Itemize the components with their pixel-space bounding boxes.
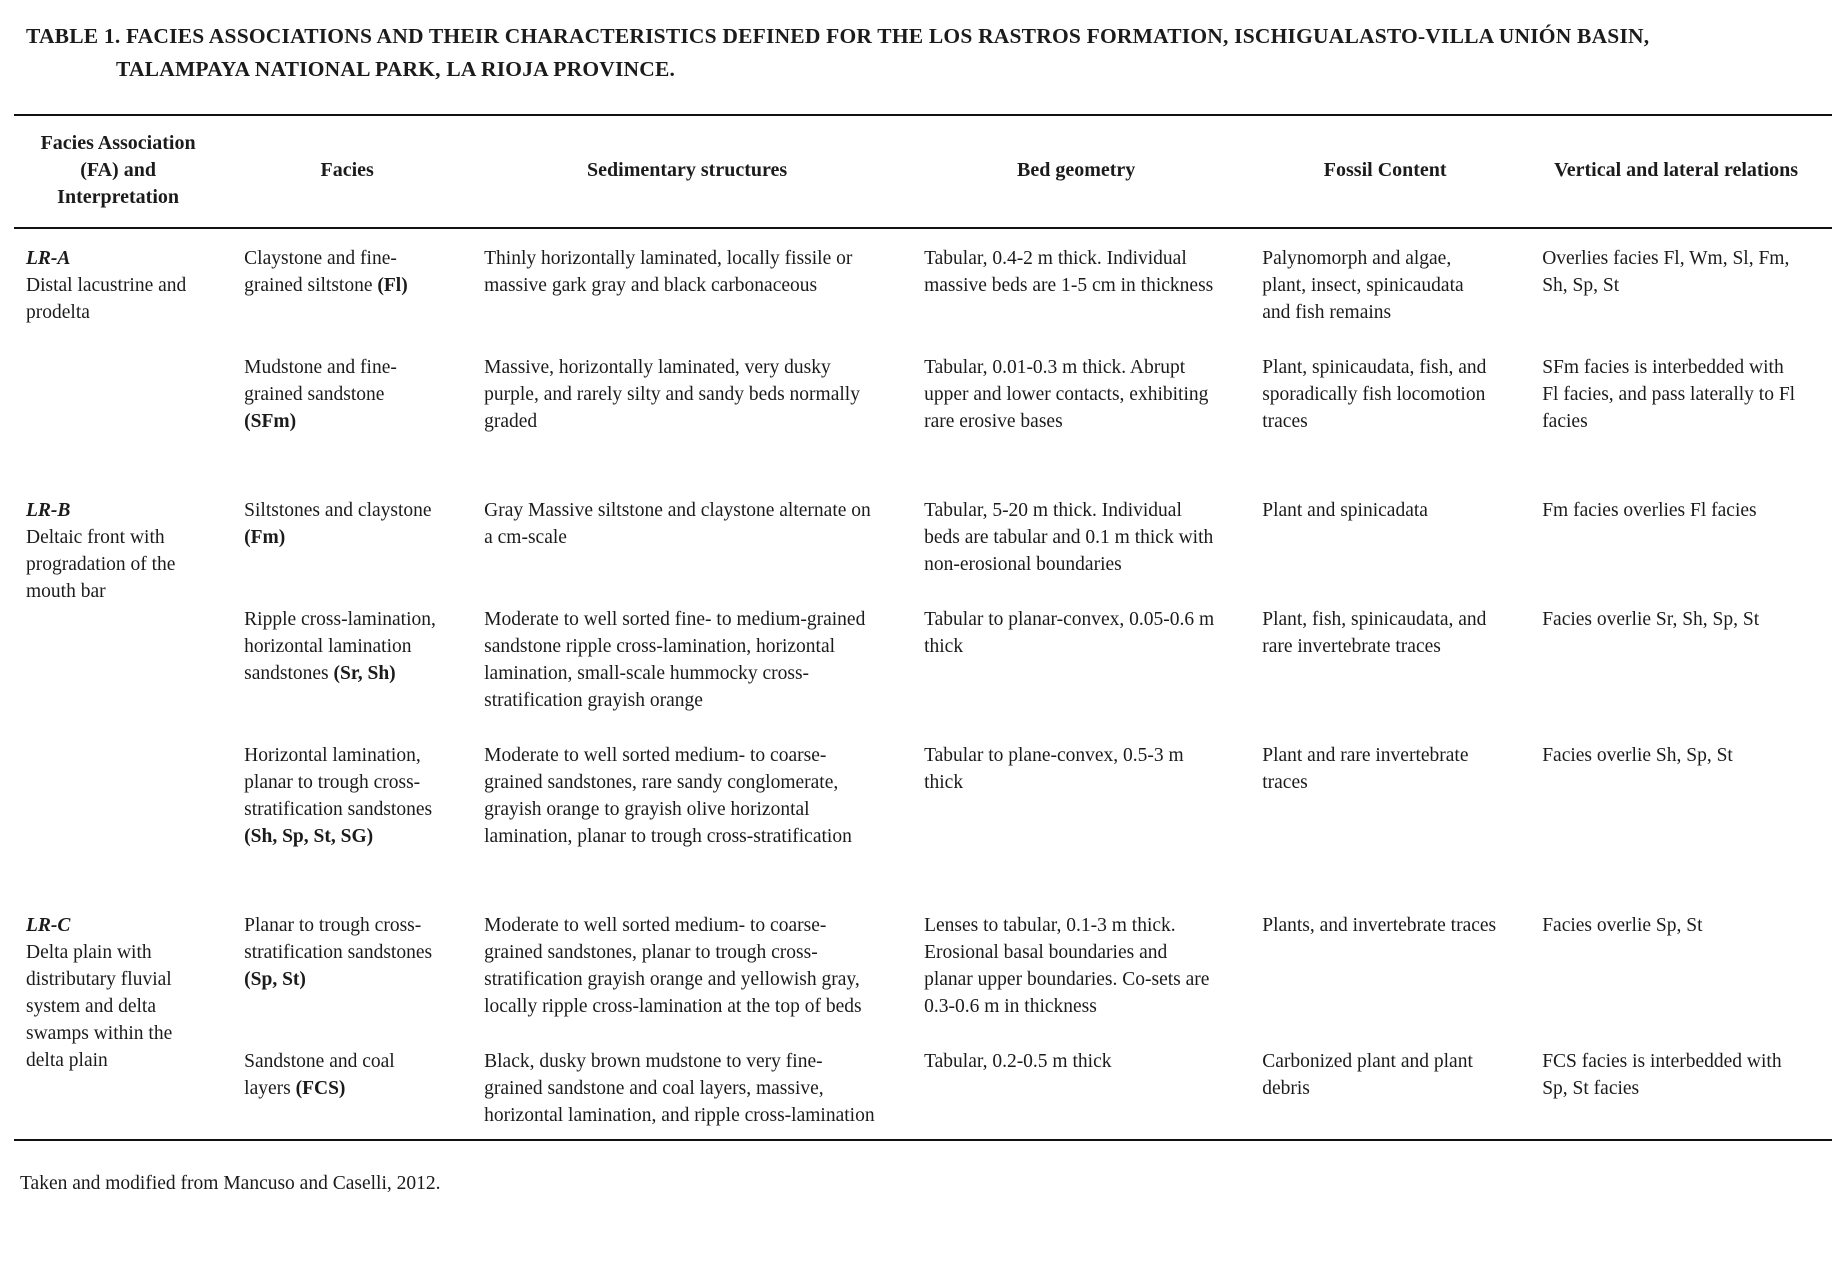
table-row xyxy=(14,866,1832,1036)
sedimentary-structures-cell: Massive, horizontally laminated, very dusky purple, and rarely silty and sandy beds normally graded xyxy=(484,357,860,432)
source-note: Taken and modified from Mancuso and Caselli, 2012. xyxy=(20,1173,441,1194)
fossil-content-cell: Carbonized plant and plant debris xyxy=(1262,1051,1473,1099)
sedimentary-structures-cell: Moderate to well sorted fine- to medium-grained sandstone ripple cross-lamination, horizontal lamination, small-scale hummocky cross-stratification grayish orange xyxy=(484,609,866,711)
fa-cell-lr-c xyxy=(14,866,232,1140)
fa-code: LR-B xyxy=(26,500,71,521)
vertical-relations-cell: Facies overlie Sh, Sp, St xyxy=(1542,745,1733,766)
sedimentary-structures-cell: Thinly horizontally laminated, locally fissile or massive gark gray and black carbonaceous xyxy=(484,248,853,296)
facies-name: Sandstone and coal layers xyxy=(244,1051,395,1099)
fa-interpretation: Delta plain with distributary fluvial system and delta swamps within the delta plain xyxy=(26,942,173,1071)
facies-name: Planar to trough cross-stratification sandstones xyxy=(244,915,433,963)
table-row xyxy=(14,730,1832,866)
vertical-relations-cell: SFm facies is interbedded with Fl facies, and pass laterally to Fl facies xyxy=(1542,357,1796,432)
fa-code: LR-C xyxy=(26,915,71,936)
vertical-relations-cell: Facies overlie Sp, St xyxy=(1542,915,1703,936)
header-bed-geometry: Bed geometry xyxy=(912,115,1250,228)
fossil-content-cell: Plant, spinicaudata, fish, and sporadically fish locomotion traces xyxy=(1262,357,1487,432)
fa-interpretation: Distal lacustrine and prodelta xyxy=(26,275,187,323)
facies-code: (Sp, St) xyxy=(244,969,306,990)
table-row xyxy=(14,594,1832,730)
table-row xyxy=(14,342,1832,451)
facies-name: Mudstone and fine-grained sandstone xyxy=(244,357,397,405)
fossil-content-cell: Palynomorph and algae, plant, insect, spinicaudata and fish remains xyxy=(1262,248,1464,323)
facies-code: (FCS) xyxy=(295,1078,346,1099)
vertical-relations-cell: Facies overlie Sr, Sh, Sp, St xyxy=(1542,609,1760,630)
header-facies: Facies xyxy=(232,115,472,228)
facies-code: (Fm) xyxy=(244,527,286,548)
table-header-row xyxy=(14,115,1832,228)
facies-code: (Fl) xyxy=(377,275,408,296)
header-sedimentary-structures: Sedimentary structures xyxy=(472,115,912,228)
table-row xyxy=(14,228,1832,342)
bed-geometry-cell: Tabular to planar-convex, 0.05-0.6 m thick xyxy=(924,609,1215,657)
header-fossil-content: Fossil Content xyxy=(1250,115,1530,228)
fa-interpretation: Deltaic front with progradation of the mouth bar xyxy=(26,527,176,602)
bed-geometry-cell: Tabular, 5-20 m thick. Individual beds are tabular and 0.1 m thick with non-erosional boundaries xyxy=(924,500,1214,575)
fa-cell-lr-a xyxy=(14,228,232,451)
vertical-relations-cell: Overlies facies Fl, Wm, Sl, Fm, Sh, Sp, St xyxy=(1542,248,1790,296)
facies-cell xyxy=(232,866,472,1036)
header-facies-association: Facies Association (FA) and Interpretation xyxy=(14,115,232,228)
sedimentary-structures-cell: Moderate to well sorted medium- to coarse-grained sandstones, planar to trough cross-stratification grayish orange and yellowish gray, locally ripple cross-lamination at the top of beds xyxy=(484,915,862,1017)
bed-geometry-cell: Tabular, 0.4-2 m thick. Individual massive beds are 1-5 cm in thickness xyxy=(924,248,1214,296)
fa-cell-lr-b xyxy=(14,451,232,866)
facies-code: (Sr, Sh) xyxy=(333,663,396,684)
vertical-relations-cell: FCS facies is interbedded with Sp, St facies xyxy=(1542,1051,1782,1099)
fossil-content-cell: Plant, fish, spinicaudata, and rare invertebrate traces xyxy=(1262,609,1487,657)
facies-name: Siltstones and claystone xyxy=(244,500,432,521)
facies-cell xyxy=(232,1036,472,1140)
vertical-relations-cell: Fm facies overlies Fl facies xyxy=(1542,500,1757,521)
facies-code: (Sh, Sp, St, SG) xyxy=(244,826,374,847)
bed-geometry-cell: Lenses to tabular, 0.1-3 m thick. Erosional basal boundaries and planar upper boundaries. Co-sets are 0.3-0.6 m in thickness xyxy=(924,915,1210,1017)
fossil-content-cell: Plant and spinicadata xyxy=(1262,500,1428,521)
facies-cell xyxy=(232,730,472,866)
facies-name: Horizontal lamination, planar to trough cross-stratification sandstones xyxy=(244,745,433,820)
fossil-content-cell: Plant and rare invertebrate traces xyxy=(1262,745,1469,793)
sedimentary-structures-cell: Gray Massive siltstone and claystone alternate on a cm-scale xyxy=(484,500,871,548)
fa-code: LR-A xyxy=(26,248,71,269)
sedimentary-structures-cell: Black, dusky brown mudstone to very fine-grained sandstone and coal layers, massive, horizontal lamination, and ripple cross-lamination xyxy=(484,1051,875,1126)
sedimentary-structures-cell: Moderate to well sorted medium- to coarse-grained sandstones, rare sandy conglomerate, grayish orange to grayish olive horizontal lamination, planar to trough cross-stratification xyxy=(484,745,852,847)
facies-cell xyxy=(232,228,472,342)
fossil-content-cell: Plants, and invertebrate traces xyxy=(1262,915,1497,936)
facies-code: (SFm) xyxy=(244,411,297,432)
header-vertical-lateral-relations: Vertical and lateral relations xyxy=(1530,115,1832,228)
bed-geometry-cell: Tabular to plane-convex, 0.5-3 m thick xyxy=(924,745,1184,793)
bed-geometry-cell: Tabular, 0.01-0.3 m thick. Abrupt upper and lower contacts, exhibiting rare erosive bases xyxy=(924,357,1209,432)
table-row xyxy=(14,1036,1832,1140)
bed-geometry-cell: Tabular, 0.2-0.5 m thick xyxy=(924,1051,1112,1072)
facies-cell xyxy=(232,451,472,594)
facies-association-table xyxy=(14,114,1832,1141)
facies-name: Ripple cross-lamination, horizontal lamination sandstones xyxy=(244,609,436,684)
facies-cell xyxy=(232,594,472,730)
facies-name: Claystone and fine-grained siltstone xyxy=(244,248,397,296)
facies-cell xyxy=(232,342,472,451)
table-row xyxy=(14,451,1832,594)
table-caption: TABLE 1. FACIES ASSOCIATIONS AND THEIR CHARACTERISTICS DEFINED FOR THE LOS RASTROS FORMATION, ISCHIGUALASTO-VILLA UNIÓN BASIN, TALAMPAYA NATIONAL PARK, LA RIOJA PROVINCE. xyxy=(26,24,1650,81)
